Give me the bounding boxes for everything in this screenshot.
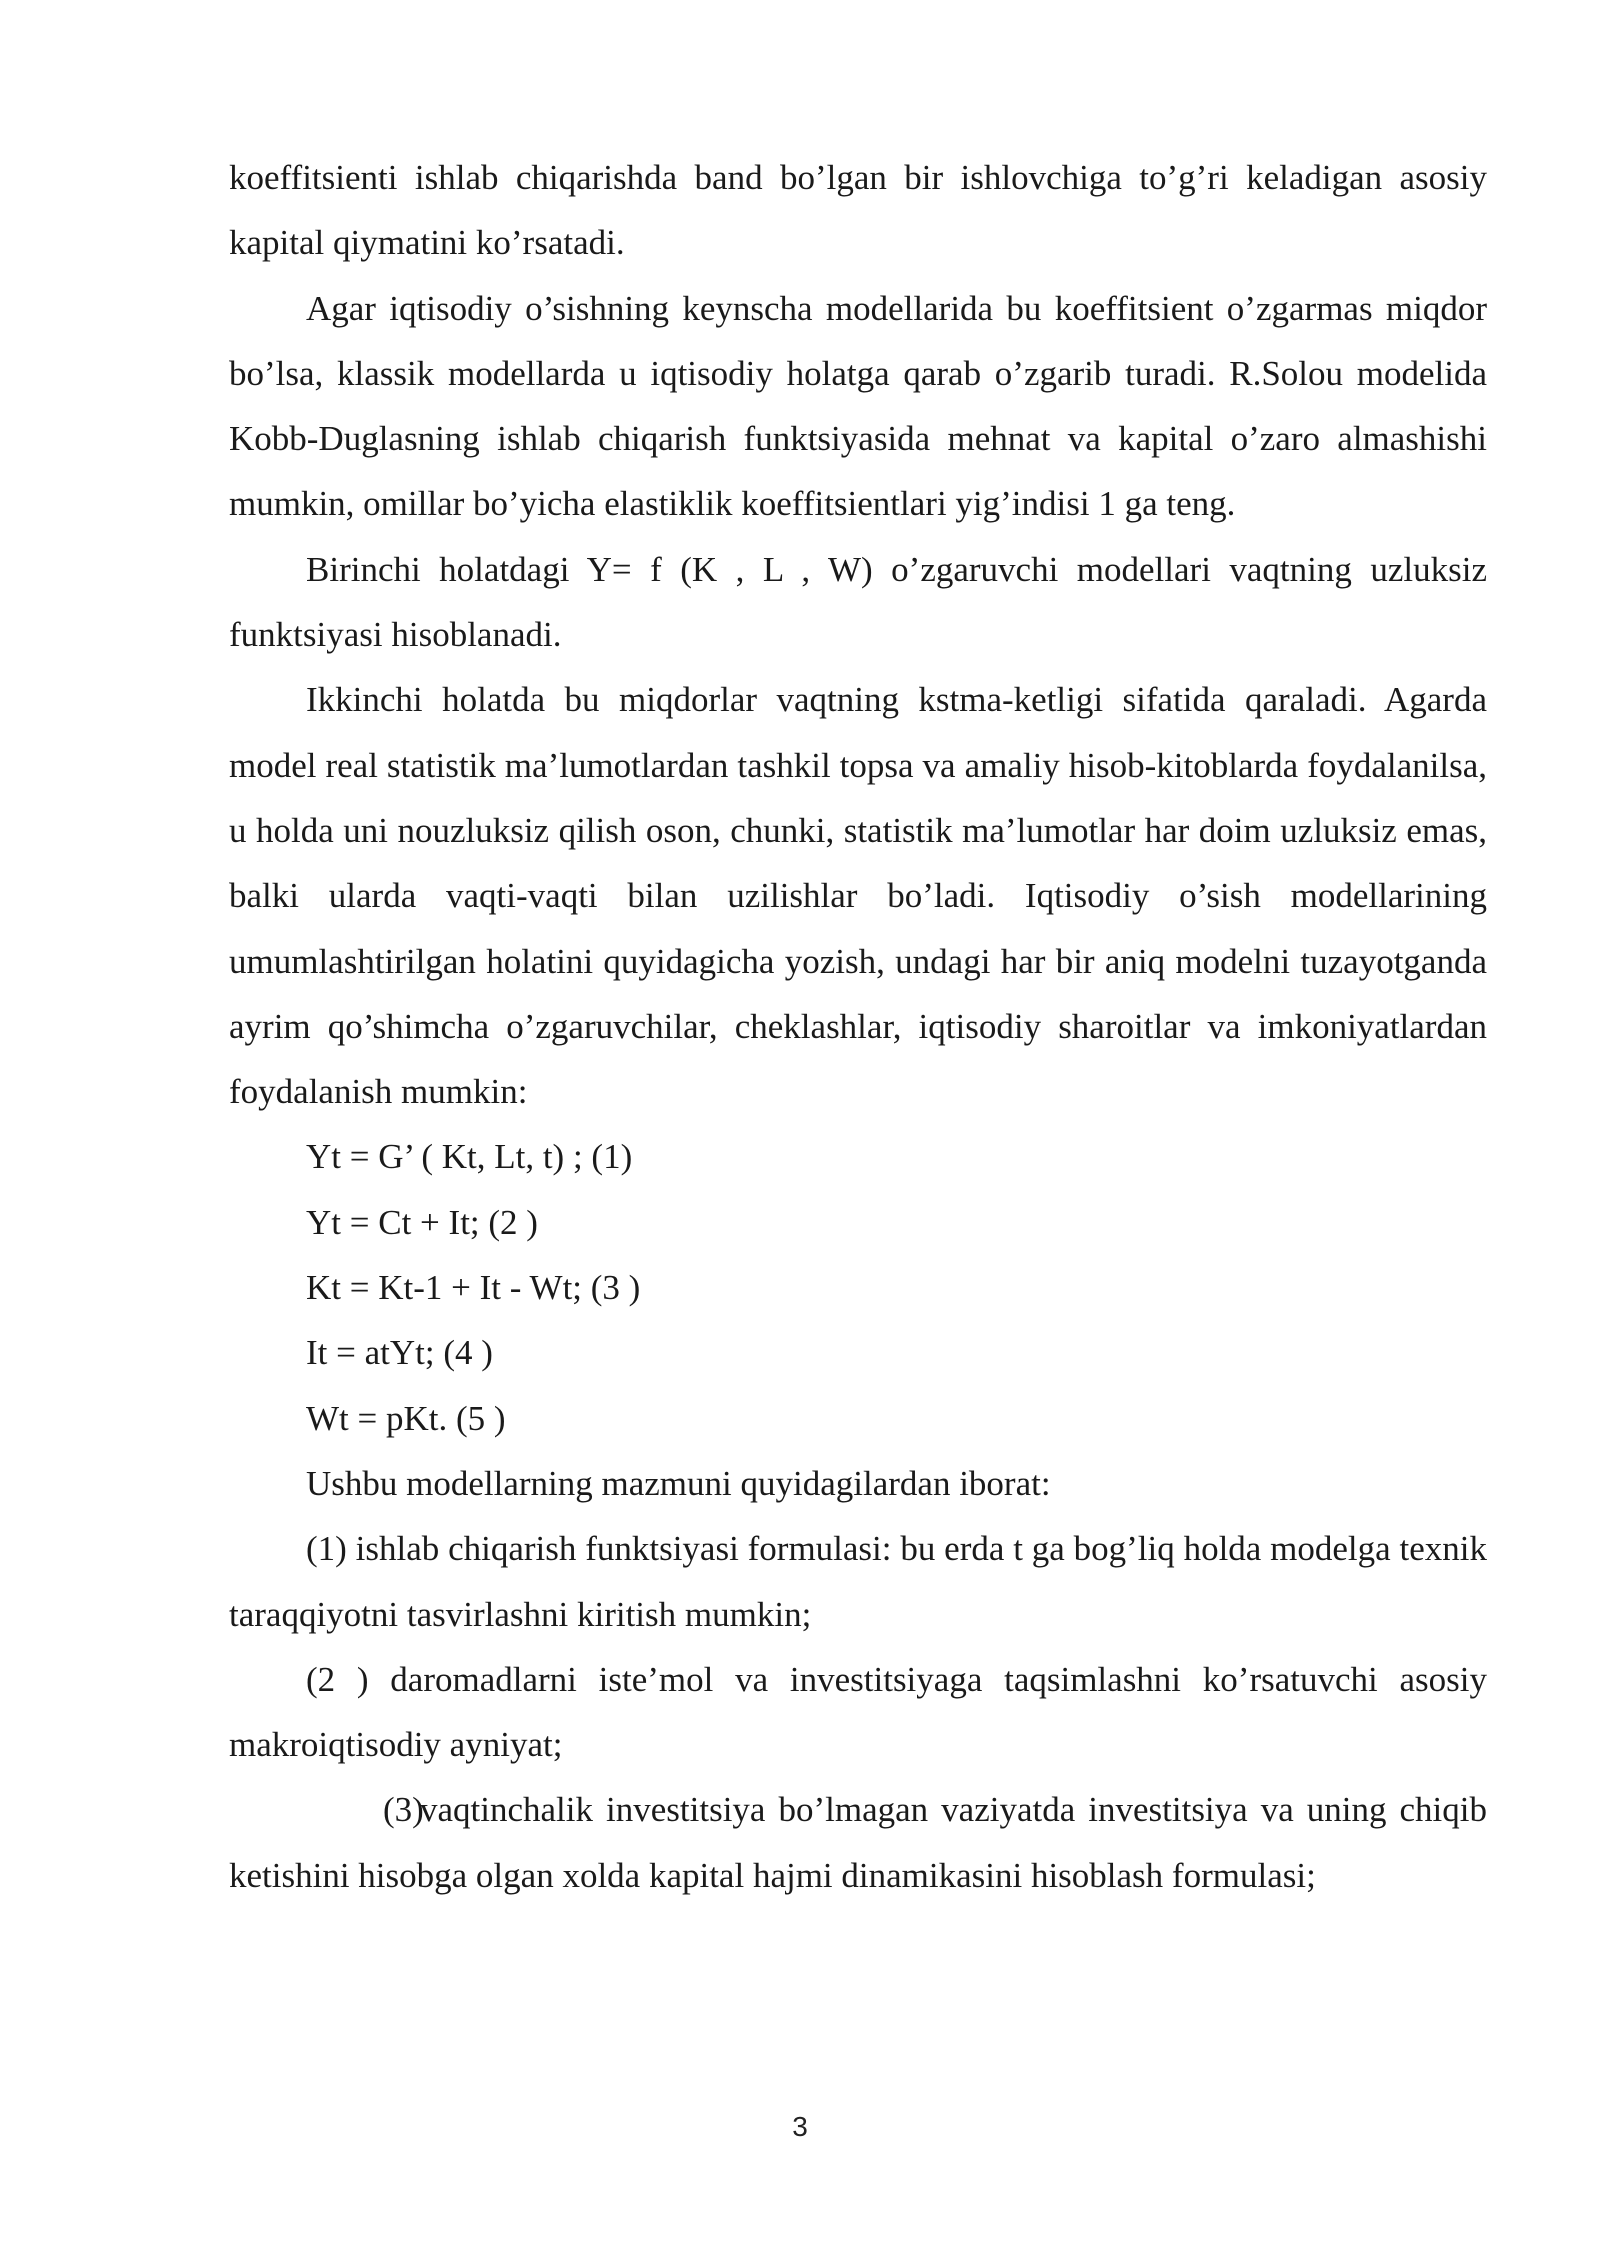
paragraph-capital-coefficient: koeffitsienti ishlab chiqarishda band bo’lgan bir ishlovchiga to’g’ri keladigan asosiy kapital qiymatini ko’rsatadi. (229, 158, 1487, 263)
formula-1: Yt = G’ ( Kt, Lt, t) ; (1) (306, 1137, 633, 1177)
explanation-item-3 (229, 1777, 1487, 1908)
formula-list (229, 1124, 1487, 1450)
explanation-item-3-text: vaqtinchalik investitsiya bo’lmagan vaziyatda investitsiya va uning chiqib ketishini hisobga olgan xolda kapital hajmi dinamikasini hisoblash formulasi; (229, 1790, 1487, 1895)
formula-4: It = atYt; (4 ) (306, 1333, 493, 1373)
paragraph-first-case: Birinchi holatdagi Y= f (K , L , W) o’zgaruvchi modellari vaqtning uzluksiz funktsiyasi hisoblanadi. (229, 549, 1487, 655)
page-number: 3 (792, 2111, 808, 2142)
explanation-intro: Ushbu modellarning mazmuni quyidagilardan iborat: (306, 1463, 1051, 1503)
formula-3: Kt = Kt-1 + It - Wt; (3 ) (306, 1268, 641, 1308)
paragraph-keynesian-classical: Agar iqtisodiy o’sishning keynscha modellarida bu koeffitsient o’zgarmas miqdor bo’lsa, klassik modellarda u iqtisodiy holatga qarab o’zgarib turadi. R.Solou modelida Kobb-Duglasning ishlab chiqarish funktsiyasida mehnat va kapital o’zaro almashishi mumkin, omillar bo’yicha elastiklik koeffitsientlari yig’indisi 1 ga teng. (229, 288, 1487, 524)
formula-2: Yt = Ct + It; (2 ) (306, 1202, 538, 1242)
explanation-item-2: (2 ) daromadlarni iste’mol va investitsiyaga taqsimlashni ko’rsatuvchi asosiy makroiqtisodiy ayniyat; (229, 1659, 1487, 1765)
document-page-body (229, 145, 1487, 1908)
paragraph-second-case: Ikkinchi holatda bu miqdorlar vaqtning kstma-ketligi sifatida qaraladi. Agarda model real statistik ma’lumotlardan tashkil topsa va amaliy hisob-kitoblarda foydalanilsa, u holda uni nouzluksiz qilish oson, chunki, statistik ma’lumotlar har doim uzluksiz emas, balki ularda vaqti-vaqti bilan uzilishlar bo’ladi. Iqtisodiy o’sish modellarining umumlashtirilgan holatini quyidagicha yozish, undagi har bir aniq modelni tuzayotganda ayrim qo’shimcha o’zgaruvchilar, cheklashlar, iqtisodiy sharoitlar va imkoniyatlardan foydalanish mumkin: (229, 680, 1487, 1112)
explanation-item-3-number: (3) (383, 1790, 424, 1830)
formula-5: Wt = pKt. (5 ) (306, 1398, 506, 1438)
explanation-item-1: (1) ishlab chiqarish funktsiyasi formulasi: bu erda t ga bog’liq holda modelga texnik taraqqiyotni tasvirlashni kiritish mumkin; (229, 1529, 1487, 1634)
